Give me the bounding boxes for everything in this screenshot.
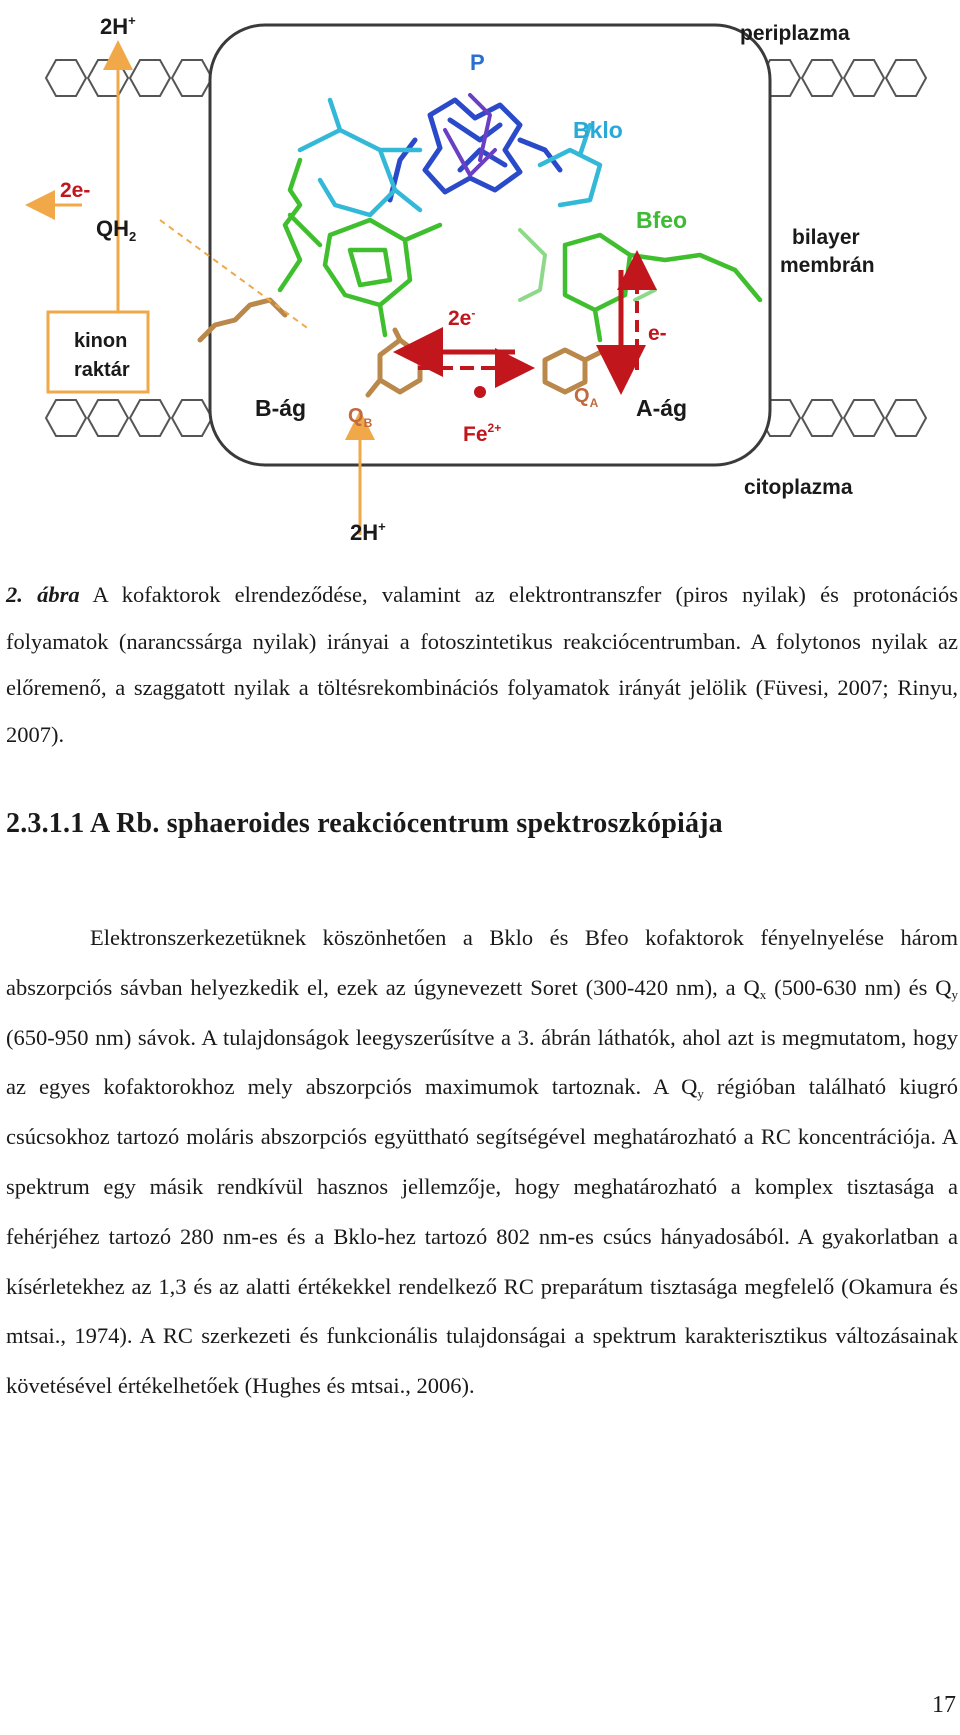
subscript-x: x <box>759 986 767 1002</box>
label-b-branch: B-ág <box>255 395 307 421</box>
label-bklo: Bklo <box>573 117 623 143</box>
membrane-top-right <box>760 60 926 96</box>
caption-number: 2. <box>6 582 23 607</box>
iron-atom <box>474 386 486 398</box>
membrane-bottom-left <box>46 400 212 436</box>
label-qb: $Q_B$ <box>348 405 373 430</box>
paragraph-part-3: (650-950 nm) sávok. A tulajdonságok leegyszerűsítve a 3. ábrán láthatók, ahol azt is megmutatom, hogy az egyes kofaktorokhoz mely abszorpciós maximumok tartoznak. A Q <box>6 1024 958 1100</box>
label-proton-top: 2H+ <box>100 13 136 39</box>
paragraph-part-2: (500-630 nm) és Q <box>766 974 952 1000</box>
figure-caption <box>6 572 958 758</box>
cofactor-diagram <box>0 0 960 560</box>
label-proton-bottom: 2H+ <box>350 519 386 545</box>
label-periplasm: periplazma <box>740 22 850 45</box>
label-membrane: membrán <box>780 254 875 277</box>
label-kinon: kinon <box>74 330 128 352</box>
page-number: 17 <box>932 1692 956 1718</box>
membrane-top-left <box>46 60 212 96</box>
label-two-e: 2e- <box>448 306 476 330</box>
label-qa: $Q_A$ <box>574 385 599 410</box>
label-raktar: raktár <box>74 359 130 381</box>
label-a-branch: A-ág <box>636 395 688 421</box>
section-heading: 2.3.1.1 A Rb. sphaeroides reakciócentrum spektroszkópiája <box>6 808 723 839</box>
paragraph-part-4: régióban található kiugró csúcsokhoz tartozó moláris abszorpciós együttható segítségével meghatározható a RC koncentrációja. A spektrum egy másik rendkívül hasznos jellemzője, hogy meghatározható a komplex tisztasága a fehérjéhez tartozó 280 nm-es és a Bklo-hez tartozó 802 nm-es csúcs hányadosából. A gyakorlatban a kísérletekhez az 1,3 és az alatti értékekkel rendelkező RC preparátum tisztasága megfelelő (Okamura és mtsai., 1974). A RC szerkezeti és funkcionális tulajdonságai a spektrum karakterisztikus változásainak követésével értékelhetőek (Hughes és mtsai., 2006). <box>6 1074 958 1399</box>
label-fe: $Fe^{2+}$ <box>463 421 502 446</box>
label-bilayer: bilayer <box>792 226 860 249</box>
label-p: P <box>470 50 485 75</box>
label-electrons-left: 2e- <box>60 179 91 202</box>
label-bfeo: Bfeo <box>636 207 688 233</box>
caption-word: ábra <box>37 582 80 607</box>
subscript-y-2: y <box>697 1086 704 1102</box>
label-qh: $QH_2$ <box>96 216 137 244</box>
label-cytoplasm: citoplazma <box>744 476 853 499</box>
caption-text: A kofaktorok elrendeződése, valamint az elektrontranszfer (piros nyilak) és protonációs folyamatok (narancssárga nyilak) irányai a fotoszintetikus reakciócentrumban. A folytonos nyilak az előremenő, a szaggatott nyilak a töltésrekombinációs folyamatok irányát jelölik (Füvesi, 2007; Rinyu, 2007). <box>6 582 958 747</box>
paragraph-part-1: Elektronszerkezetüknek köszönhetően a Bklo és Bfeo kofaktorok fényelnyelése három abszorpciós sávban helyezkedik el, ezek az úgynevezett Soret (300-420 nm), a Q <box>6 925 958 1000</box>
subscript-y: y <box>951 986 958 1002</box>
label-e-minus: e- <box>648 322 667 345</box>
body-paragraph <box>6 913 958 1411</box>
membrane-bottom-right <box>760 400 926 436</box>
